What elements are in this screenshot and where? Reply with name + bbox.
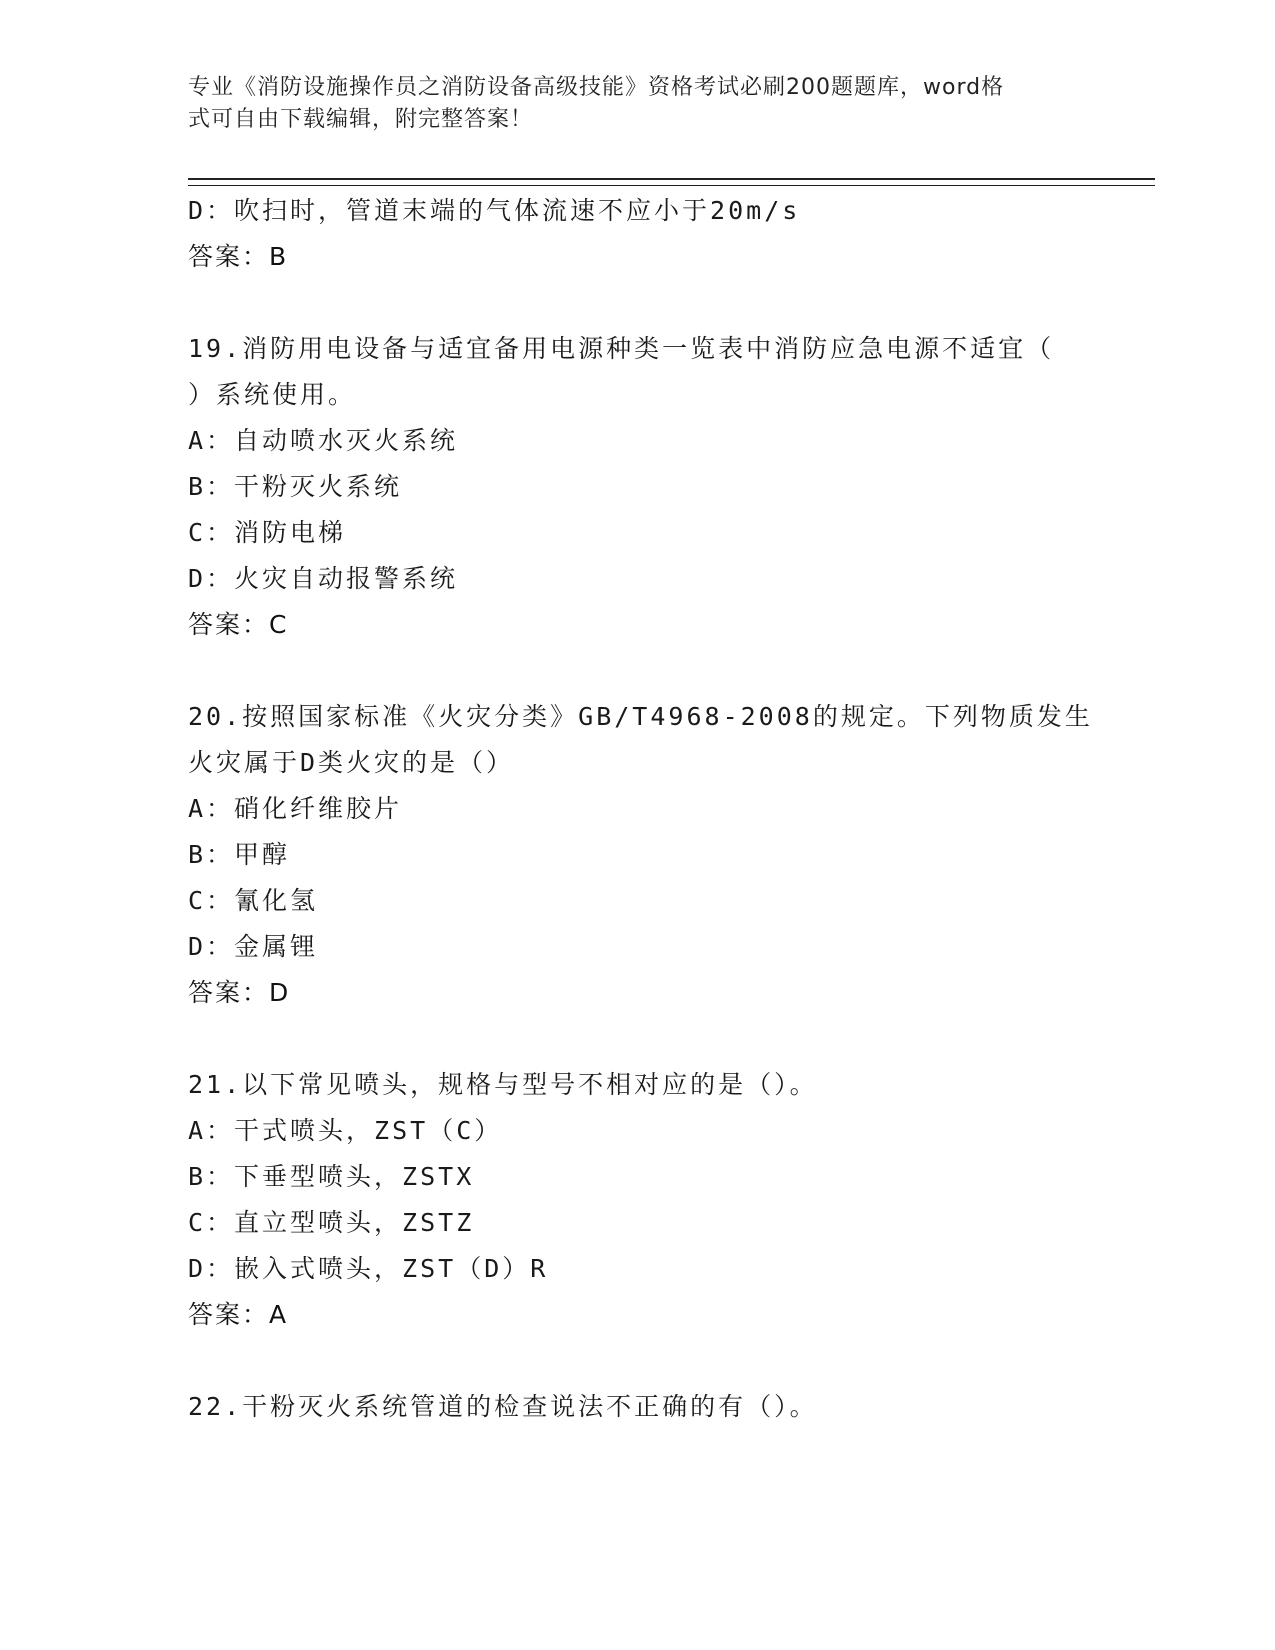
- option-c: C：氰化氢: [188, 886, 319, 915]
- option-a: A：硝化纤维胶片: [188, 794, 403, 823]
- spacer: [188, 1016, 1088, 1062]
- option-d: D：嵌入式喷头，ZST（D）R: [188, 1254, 549, 1283]
- header-divider: [188, 178, 1155, 186]
- page-header: [188, 72, 1068, 136]
- option-a: A：干式喷头，ZST（C）: [188, 1116, 503, 1145]
- question-20: [188, 694, 1093, 1016]
- option-c: C：消防电梯: [188, 518, 347, 547]
- document-body: [188, 188, 1093, 1430]
- spacer: [188, 1338, 1088, 1384]
- question-22: [188, 1384, 1088, 1430]
- question-stem-line-1: 21.以下常见喷头，规格与型号不相对应的是（）。: [188, 1070, 818, 1099]
- option-c: C：直立型喷头，ZSTZ: [188, 1208, 475, 1237]
- header-line-1: 专业《消防设施操作员之消防设备高级技能》资格考试必刷200题题库，word格: [188, 75, 1005, 100]
- question-stem-line-2: ）系统使用。: [188, 380, 357, 409]
- answer-line: 答案：C: [188, 610, 289, 639]
- option-b: B：甲醇: [188, 840, 291, 869]
- header-line-2: 式可自由下载编辑，附完整答案！: [188, 107, 534, 132]
- option-a: A：自动喷水灭火系统: [188, 426, 459, 455]
- option-b: B：干粉灭火系统: [188, 472, 403, 501]
- question-21: [188, 1062, 1088, 1338]
- answer-line: 答案：A: [188, 1300, 289, 1329]
- answer-line: 答案：B: [188, 242, 289, 271]
- option-d: D：金属锂: [188, 932, 319, 961]
- question-stem-line-1: 20.按照国家标准《火灾分类》GB/T4968-2008的规定。下列物质发生: [188, 702, 1093, 731]
- option-d: D：火灾自动报警系统: [188, 564, 459, 593]
- spacer: [188, 280, 1088, 326]
- question-19: [188, 326, 1088, 648]
- question-stem-line-2: 火灾属于D类火灾的是（）: [188, 748, 515, 777]
- question-stem-line-1: 19.消防用电设备与适宜备用电源种类一览表中消防应急电源不适宜（: [188, 334, 1055, 363]
- option-d: D：吹扫时，管道末端的气体流速不应小于20m/s: [188, 196, 801, 225]
- option-b: B：下垂型喷头，ZSTX: [188, 1162, 475, 1191]
- question-stem-line-1: 22.干粉灭火系统管道的检查说法不正确的有（）。: [188, 1392, 818, 1421]
- spacer: [188, 648, 1088, 694]
- answer-line: 答案：D: [188, 978, 291, 1007]
- previous-question-tail: [188, 188, 1088, 280]
